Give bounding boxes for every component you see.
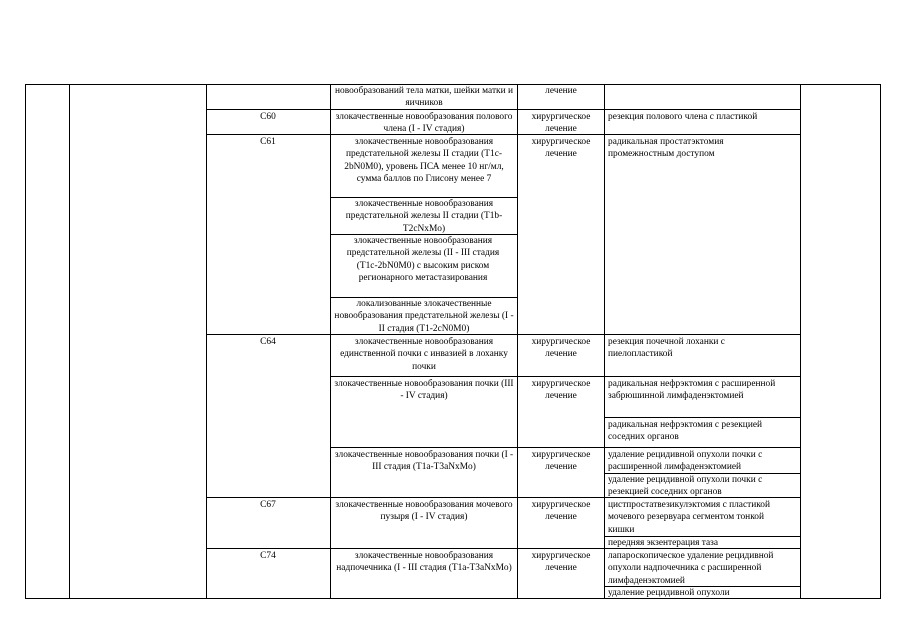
- diagnosis-cell: злокачественные новообразования предстательной железы II стадии (T1b-T2cNxMo): [345, 199, 503, 234]
- diagnosis-cell: злокачественные новообразования предстательной железы (II - III стадия (T1c-2bN0M0) с высоким риском регионарного метастазирования: [346, 236, 500, 283]
- method-cell: резекция почечной лоханки с пиелопластикой: [608, 337, 725, 360]
- method-cell: лапароскопическое удаление рецидивной опухоли надпочечника с расширенной лимфаденэктомией: [608, 551, 774, 586]
- treatment-cell: хирургическое лечение: [531, 379, 591, 402]
- diagnosis-cell: злокачественные новообразования надпочечника (I - III стадия (T1a-T3aNxMo): [336, 551, 512, 574]
- method-cell: радикальная простатэктомия промежностным доступом: [608, 137, 724, 160]
- method-cell: удаление рецидивной опухоли почки с расширенной лимфаденэктомией: [608, 450, 763, 473]
- treatment-cell: лечение: [545, 86, 577, 96]
- treatment-cell: хирургическое лечение: [531, 500, 591, 523]
- method-cell: радикальная нефрэктомия с резекцией соседних органов: [608, 420, 763, 443]
- diagnosis-cell: локализованные злокачественные новообразования предстательной железы (I - II стадия (T1-2cN0M0): [334, 299, 514, 334]
- treatment-cell: хирургическое лечение: [531, 450, 591, 473]
- row-divider: [604, 417, 801, 418]
- diagnosis-cell: злокачественные новообразования полового члена (I - IV стадия): [335, 112, 513, 135]
- code-cell: C64: [260, 337, 276, 347]
- diagnosis-cell: злокачественные новообразования предстательной железы II стадии (T1c-2bN0M0), уровень ПСА менее 10 нг/мл, сумма баллов по Глисону менее 7: [344, 137, 504, 184]
- diagnosis-cell: злокачественные новообразования почки (III - IV стадия): [334, 379, 514, 402]
- column-divider: [517, 84, 518, 599]
- method-cell: передняя экзентерация таза: [608, 538, 719, 548]
- method-cell: цистпростатвезикулэктомия с пластикой мочевого резервуара сегментом тонкой кишки: [608, 500, 771, 535]
- treatment-cell: хирургическое лечение: [531, 137, 591, 160]
- code-cell: C74: [260, 551, 276, 561]
- table-border-left: [25, 84, 26, 599]
- diagnosis-cell: злокачественные новообразования единственной почки с инвазией в лоханку почки: [340, 337, 508, 372]
- table-border-right: [880, 84, 881, 599]
- treatment-cell: хирургическое лечение: [531, 112, 591, 135]
- method-cell: радикальная нефрэктомия с расширенной забрюшинной лимфаденэктомией: [608, 379, 776, 402]
- method-cell: удаление рецидивной опухоли почки с резекцией соседних органов: [608, 475, 763, 498]
- column-divider: [604, 84, 605, 599]
- diagnosis-cell: злокачественные новообразования почки (I - III стадия (T1a-T3aNxMo): [334, 450, 514, 473]
- method-cell: удаление рецидивной опухоли: [608, 588, 730, 598]
- code-cell: C60: [260, 112, 276, 122]
- row-divider: [330, 376, 801, 377]
- treatment-cell: хирургическое лечение: [531, 551, 591, 574]
- code-cell: C61: [260, 137, 276, 147]
- treatment-cell: хирургическое лечение: [531, 337, 591, 360]
- diagnosis-cell: новообразований тела матки, шейки матки и яичников: [335, 86, 513, 109]
- code-cell: C67: [260, 500, 276, 510]
- method-cell: резекция полового члена с пластикой: [608, 112, 758, 122]
- column-divider: [206, 84, 207, 599]
- column-divider: [69, 84, 70, 599]
- column-divider: [800, 84, 801, 599]
- diagnosis-cell: злокачественные новообразования мочевого пузыря (I - IV стадия): [335, 500, 513, 523]
- row-divider: [330, 447, 801, 448]
- column-divider: [330, 84, 331, 599]
